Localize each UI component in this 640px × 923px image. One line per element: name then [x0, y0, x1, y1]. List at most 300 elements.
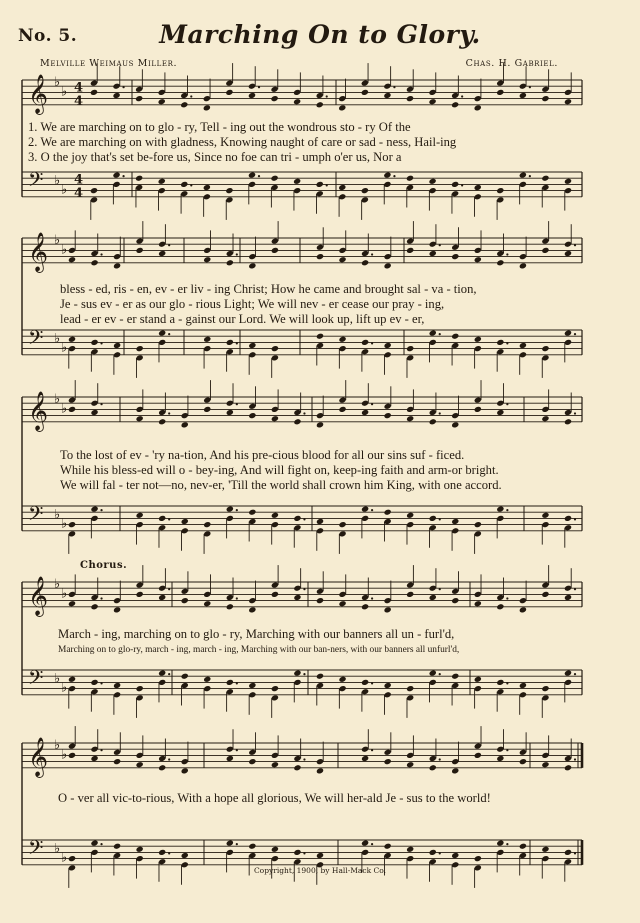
- dot: [439, 244, 441, 246]
- note-head: [248, 509, 256, 516]
- flat-icon: ♭: [54, 173, 61, 189]
- dot: [303, 518, 305, 520]
- note-head: [90, 506, 98, 513]
- dot: [236, 682, 238, 684]
- note-head: [271, 591, 279, 598]
- note-head: [406, 175, 414, 182]
- dot: [506, 253, 508, 255]
- note-head: [271, 685, 279, 692]
- note-head: [181, 852, 189, 859]
- dot: [506, 682, 508, 684]
- dot: [190, 95, 192, 97]
- dot: [371, 597, 373, 599]
- note-head: [203, 256, 211, 263]
- note-head: [451, 673, 459, 680]
- note-head: [136, 761, 144, 768]
- dot: [506, 342, 508, 344]
- note-head: [361, 187, 369, 194]
- note-head: [384, 843, 392, 850]
- note-head: [203, 336, 211, 343]
- note-head: [316, 767, 324, 774]
- dot: [100, 403, 102, 405]
- note-head: [68, 256, 76, 263]
- note-head: [541, 512, 549, 519]
- note-head: [90, 259, 98, 266]
- note-head: [136, 685, 144, 692]
- flat-icon: ♭: [61, 747, 68, 763]
- dot: [371, 509, 373, 511]
- note-head: [338, 676, 346, 683]
- note-head: [541, 415, 549, 422]
- dot: [506, 749, 508, 751]
- dot: [371, 253, 373, 255]
- dot: [506, 403, 508, 405]
- lyric-line: lead - er ev - er stand a - gainst our Lord. We will look up, lift up ev - er,: [60, 312, 425, 326]
- note-head: [384, 758, 392, 765]
- note-head: [361, 89, 369, 96]
- note-head: [474, 336, 482, 343]
- note-head: [248, 682, 256, 689]
- note-head: [429, 418, 437, 425]
- note-head: [136, 591, 144, 598]
- note-head: [564, 849, 572, 856]
- hymn-title: Marching On to Glory.: [159, 20, 481, 49]
- note-head: [226, 603, 234, 610]
- dot: [190, 184, 192, 186]
- note-head: [68, 336, 76, 343]
- lyric-line: 1. We are marching on to glo - ry, Tell - ing out the wondrous sto - ry Of the: [28, 120, 411, 134]
- note-head: [361, 259, 369, 266]
- note-head: [181, 767, 189, 774]
- note-head: [271, 247, 279, 254]
- dot: [168, 412, 170, 414]
- note-head: [248, 262, 256, 269]
- dot: [439, 673, 441, 675]
- note-head: [158, 849, 166, 856]
- note-head: [158, 418, 166, 425]
- note-head: [496, 755, 504, 762]
- dot: [529, 86, 531, 88]
- dot: [100, 342, 102, 344]
- note-head: [338, 521, 346, 528]
- note-head: [293, 418, 301, 425]
- lyric-line: To the lost of ev - 'ry na-tion, And his pre-cious blood for all our sins suf - ficed.: [60, 448, 465, 462]
- note-head: [68, 752, 76, 759]
- note-head: [496, 506, 504, 513]
- dot: [303, 673, 305, 675]
- flat-icon: ♭: [54, 331, 61, 347]
- note-head: [429, 670, 437, 677]
- note-head: [429, 250, 437, 257]
- note-head: [271, 345, 279, 352]
- dot: [461, 95, 463, 97]
- dot: [236, 597, 238, 599]
- flat-icon: ♭: [61, 182, 68, 198]
- note-head: [519, 262, 527, 269]
- note-head: [361, 339, 369, 346]
- note-head: [564, 670, 572, 677]
- dot: [122, 86, 124, 88]
- note-head: [203, 104, 211, 111]
- treble-clef-icon: 𝄞: [28, 74, 49, 114]
- note-head: [406, 247, 414, 254]
- note-head: [406, 685, 414, 692]
- note-head: [181, 518, 189, 525]
- dot: [371, 749, 373, 751]
- note-head: [406, 95, 414, 102]
- note-head: [519, 606, 527, 613]
- bass-clef-icon: 𝄢: [28, 502, 44, 530]
- dot: [574, 588, 576, 590]
- note-head: [316, 333, 324, 340]
- note-head: [136, 247, 144, 254]
- lyric-line: bless - ed, ris - en, ev - er liv - ing Christ; How he came and brought sal - va - tion,: [60, 282, 477, 296]
- note-head: [474, 104, 482, 111]
- note-head: [248, 412, 256, 419]
- author-credit: Melville Weimaus Miller.: [40, 58, 178, 69]
- flat-icon: ♭: [54, 738, 61, 754]
- note-head: [226, 755, 234, 762]
- note-head: [293, 594, 301, 601]
- note-head: [451, 181, 459, 188]
- treble-clef-icon: 𝄞: [28, 576, 49, 616]
- note-head: [226, 506, 234, 513]
- dot: [236, 843, 238, 845]
- dot: [100, 682, 102, 684]
- note-head: [316, 181, 324, 188]
- time-signature: 4: [74, 185, 84, 201]
- note-head: [519, 758, 527, 765]
- treble-clef-icon: 𝄞: [28, 737, 49, 777]
- note-head: [496, 840, 504, 847]
- flat-icon: ♭: [54, 671, 61, 687]
- note-head: [225, 187, 233, 194]
- note-head: [316, 852, 324, 859]
- dot: [303, 412, 305, 414]
- bass-clef-icon: 𝄢: [28, 666, 44, 694]
- note-head: [248, 172, 256, 179]
- lyric-line: We will fal - ter not—no, nev-er, 'Till the world shall crown him King, with one accord.: [60, 478, 502, 492]
- note-head: [248, 342, 256, 349]
- note-head: [361, 840, 369, 847]
- dot: [100, 597, 102, 599]
- dot: [574, 852, 576, 854]
- note-head: [113, 92, 121, 99]
- note-head: [541, 846, 549, 853]
- note-head: [361, 755, 369, 762]
- flat-icon: ♭: [61, 242, 68, 258]
- note-head: [361, 603, 369, 610]
- dot: [574, 758, 576, 760]
- dot: [168, 673, 170, 675]
- note-head: [271, 512, 279, 519]
- dot: [168, 852, 170, 854]
- note-head: [519, 843, 527, 850]
- note-head: [203, 406, 211, 413]
- note-head: [541, 591, 549, 598]
- bass-clef-icon: 𝄢: [28, 168, 44, 196]
- note-head: [406, 591, 414, 598]
- note-head: [429, 515, 437, 522]
- note-head: [113, 172, 121, 179]
- note-head: [113, 606, 121, 613]
- flat-icon: ♭: [61, 401, 68, 417]
- dot: [303, 588, 305, 590]
- dot: [393, 86, 395, 88]
- dot: [236, 403, 238, 405]
- note-head: [90, 603, 98, 610]
- note-head: [451, 597, 459, 604]
- note-head: [474, 406, 482, 413]
- note-head: [406, 846, 414, 853]
- dot: [506, 597, 508, 599]
- note-head: [474, 752, 482, 759]
- note-head: [406, 345, 414, 352]
- flat-icon: ♭: [61, 84, 68, 100]
- flat-icon: ♭: [61, 516, 68, 532]
- bass-clef-icon: 𝄢: [28, 836, 44, 864]
- flat-icon: ♭: [61, 680, 68, 696]
- note-head: [90, 187, 98, 194]
- note-head: [90, 840, 98, 847]
- note-head: [90, 755, 98, 762]
- dot: [529, 175, 531, 177]
- note-head: [564, 594, 572, 601]
- note-head: [226, 679, 234, 686]
- dot: [439, 852, 441, 854]
- note-head: [429, 178, 437, 185]
- note-head: [384, 412, 392, 419]
- note-head: [541, 685, 549, 692]
- note-head: [541, 95, 549, 102]
- note-head: [541, 345, 549, 352]
- note-head: [429, 764, 437, 771]
- note-head: [135, 175, 143, 182]
- dot: [371, 403, 373, 405]
- note-head: [293, 849, 301, 856]
- note-head: [113, 682, 121, 689]
- note-head: [158, 670, 166, 677]
- note-head: [338, 104, 346, 111]
- note-head: [519, 172, 527, 179]
- note-head: [226, 259, 234, 266]
- note-head: [136, 345, 144, 352]
- lyric-line: 2. We are marching on with gladness, Knowing naught of care or sad - ness, Hail-ing: [28, 135, 457, 149]
- note-head: [564, 98, 572, 105]
- note-head: [338, 336, 346, 343]
- note-head: [384, 606, 392, 613]
- note-head: [338, 600, 346, 607]
- dot: [506, 843, 508, 845]
- note-head: [68, 676, 76, 683]
- note-head: [158, 594, 166, 601]
- note-head: [383, 172, 391, 179]
- note-head: [496, 89, 504, 96]
- dot: [326, 184, 328, 186]
- note-head: [361, 679, 369, 686]
- note-head: [158, 250, 166, 257]
- note-head: [406, 415, 414, 422]
- note-head: [113, 843, 121, 850]
- dot: [574, 518, 576, 520]
- dot: [371, 342, 373, 344]
- dot: [326, 95, 328, 97]
- note-head: [136, 512, 144, 519]
- dot: [439, 588, 441, 590]
- note-head: [293, 178, 301, 185]
- note-head: [248, 92, 256, 99]
- note-head: [293, 764, 301, 771]
- flat-icon: ♭: [54, 577, 61, 593]
- note-head: [293, 670, 301, 677]
- note-head: [496, 679, 504, 686]
- note-head: [181, 421, 189, 428]
- note-head: [451, 253, 459, 260]
- note-head: [564, 250, 572, 257]
- bass-clef-icon: 𝄢: [28, 326, 44, 354]
- note-head: [316, 253, 324, 260]
- flat-icon: ♭: [54, 75, 61, 91]
- time-signature: 4: [74, 172, 84, 188]
- note-head: [226, 409, 234, 416]
- dot: [100, 843, 102, 845]
- note-head: [180, 181, 188, 188]
- note-head: [113, 262, 121, 269]
- note-head: [383, 92, 391, 99]
- hymn-number: No. 5.: [18, 26, 78, 46]
- note-head: [474, 855, 482, 862]
- note-head: [519, 92, 527, 99]
- note-head: [248, 758, 256, 765]
- dot: [236, 253, 238, 255]
- dot: [258, 175, 260, 177]
- note-head: [451, 333, 459, 340]
- note-head: [384, 262, 392, 269]
- chorus-label: Chorus.: [80, 560, 128, 571]
- dot: [303, 758, 305, 760]
- note-head: [271, 415, 279, 422]
- dot: [574, 673, 576, 675]
- note-head: [316, 101, 324, 108]
- note-head: [203, 521, 211, 528]
- flat-icon: ♭: [54, 392, 61, 408]
- note-head: [68, 406, 76, 413]
- note-head: [451, 421, 459, 428]
- note-head: [181, 597, 189, 604]
- copyright-notice: Copyright, 1900, by Hall-Mack Co.: [253, 866, 387, 875]
- note-head: [203, 676, 211, 683]
- flat-icon: ♭: [61, 340, 68, 356]
- note-head: [384, 342, 392, 349]
- dot: [236, 342, 238, 344]
- note-head: [384, 682, 392, 689]
- note-head: [564, 515, 572, 522]
- dot: [371, 843, 373, 845]
- note-head: [496, 187, 504, 194]
- dot: [100, 253, 102, 255]
- note-head: [406, 761, 414, 768]
- note-head: [226, 339, 234, 346]
- treble-clef-icon: 𝄞: [28, 232, 49, 272]
- note-head: [541, 175, 549, 182]
- lyric-line: While his bless-ed will o - bey-ing, And will fight on, keep-ing faith and arm-or bright.: [60, 463, 499, 477]
- note-head: [158, 98, 166, 105]
- note-head: [541, 247, 549, 254]
- note-head: [203, 600, 211, 607]
- flat-icon: ♭: [54, 841, 61, 857]
- note-head: [293, 98, 301, 105]
- composer-credit: Chas. H. Gabriel.: [465, 58, 558, 69]
- dot: [258, 86, 260, 88]
- note-head: [429, 98, 437, 105]
- dot: [439, 518, 441, 520]
- note-head: [519, 342, 527, 349]
- note-head: [564, 764, 572, 771]
- lyric-line-small: Marching on to glo-ry, march - ing, march - ing, Marching with our ban-ners, with our banners all unfurl'd,: [58, 645, 460, 655]
- note-head: [496, 409, 504, 416]
- treble-clef-icon: 𝄞: [28, 391, 49, 431]
- flat-icon: ♭: [54, 233, 61, 249]
- note-head: [361, 506, 369, 513]
- dot: [574, 333, 576, 335]
- note-head: [113, 342, 121, 349]
- note-head: [429, 330, 437, 337]
- note-head: [338, 406, 346, 413]
- dot: [100, 749, 102, 751]
- note-head: [496, 339, 504, 346]
- dot: [506, 509, 508, 511]
- note-head: [203, 184, 211, 191]
- dot: [439, 758, 441, 760]
- dot: [100, 509, 102, 511]
- dot: [168, 758, 170, 760]
- lyric-line: March - ing, marching on to glo - ry, Marching with our banners all un - furl'd,: [58, 627, 455, 641]
- note-head: [564, 330, 572, 337]
- note-head: [474, 600, 482, 607]
- note-head: [451, 852, 459, 859]
- note-head: [316, 673, 324, 680]
- note-head: [474, 521, 482, 528]
- note-head: [429, 594, 437, 601]
- note-head: [226, 840, 234, 847]
- dot: [168, 588, 170, 590]
- note-head: [451, 767, 459, 774]
- note-head: [338, 184, 346, 191]
- note-head: [361, 409, 369, 416]
- time-signature: 4: [74, 93, 84, 109]
- note-head: [68, 600, 76, 607]
- note-head: [474, 184, 482, 191]
- note-head: [158, 764, 166, 771]
- note-head: [113, 758, 121, 765]
- lyric-line: 3. O the joy that's set be-fore us, Since no foe can tri - umph o'er us, Nor a: [28, 150, 402, 164]
- dot: [122, 175, 124, 177]
- dot: [371, 682, 373, 684]
- note-head: [248, 843, 256, 850]
- dot: [236, 749, 238, 751]
- flat-icon: ♭: [61, 586, 68, 602]
- note-head: [474, 256, 482, 263]
- note-head: [136, 846, 144, 853]
- note-head: [384, 509, 392, 516]
- lyric-line: Je - sus ev - er as our glo - rious Light; We will nev - er cease our pray - ing,: [60, 297, 445, 311]
- note-head: [564, 418, 572, 425]
- note-head: [271, 846, 279, 853]
- dot: [168, 333, 170, 335]
- note-head: [90, 339, 98, 346]
- note-head: [158, 178, 166, 185]
- note-head: [496, 603, 504, 610]
